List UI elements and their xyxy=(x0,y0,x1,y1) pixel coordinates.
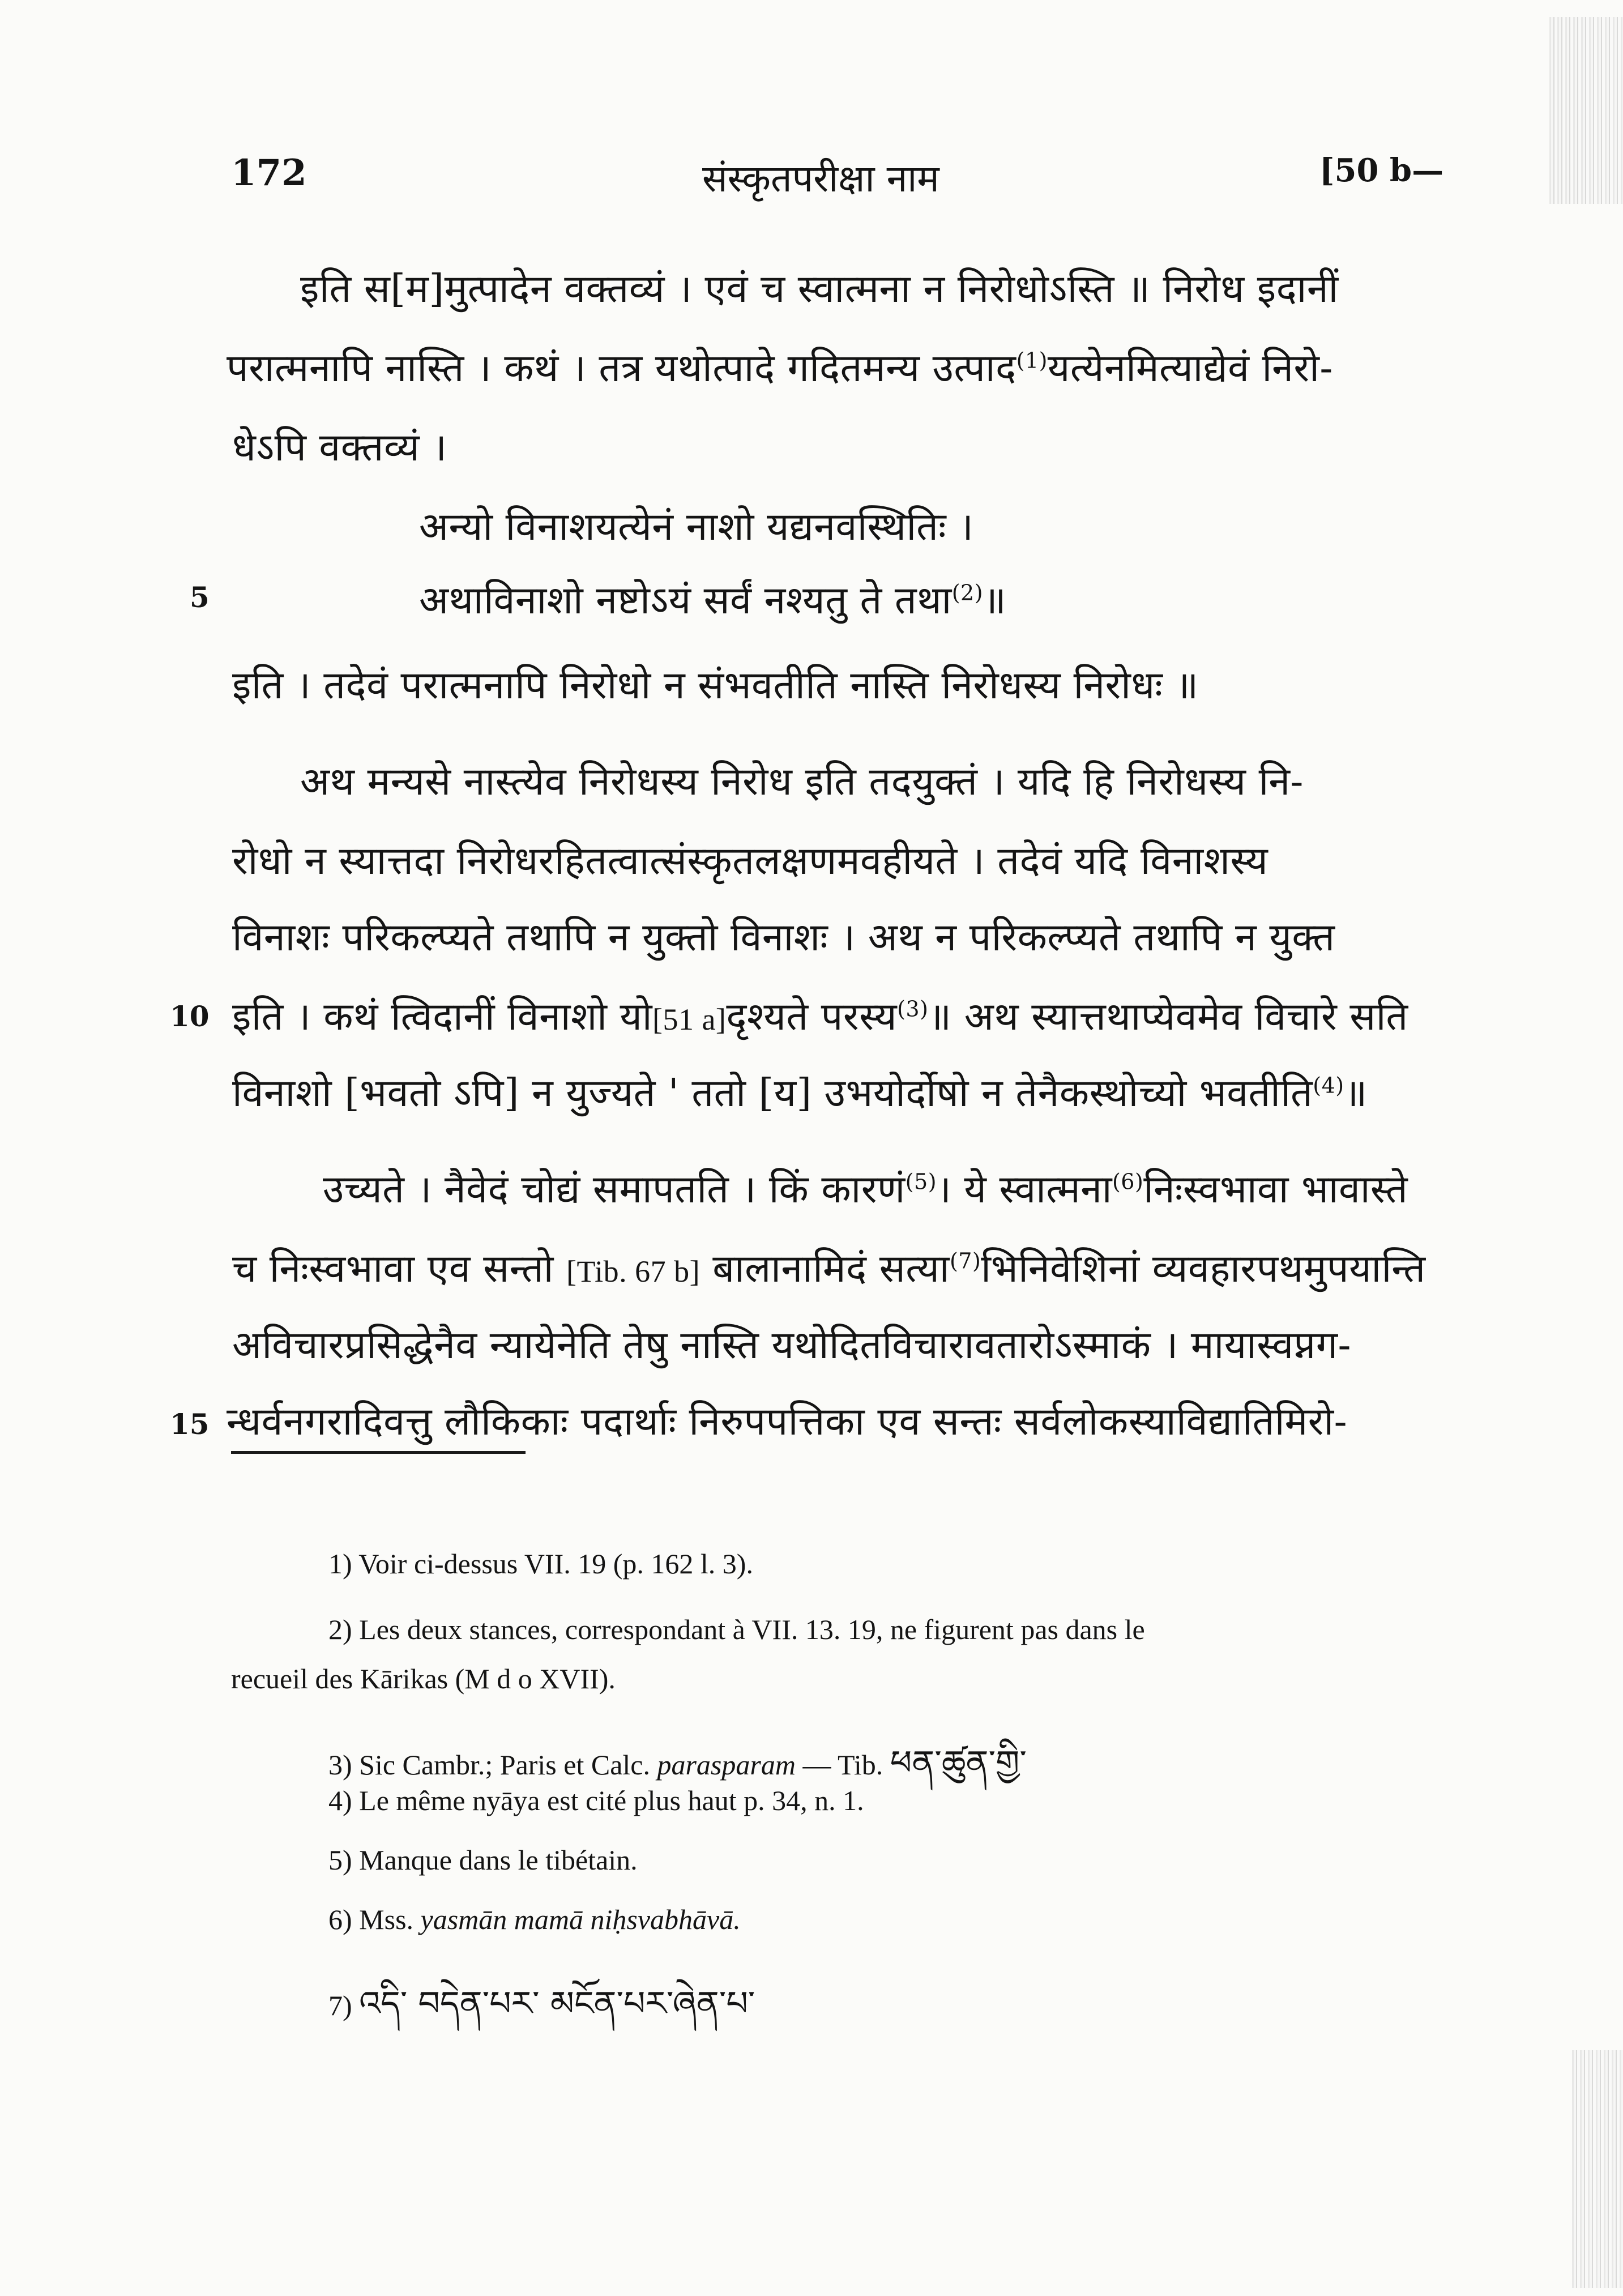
tibetan-text: ཕན་ཚུན་གྱི་ xyxy=(890,1743,1027,1783)
footnote: 2) Les deux stances, correspondant à VII. 13. 19, ne figurent pas dans le xyxy=(328,1614,1145,1645)
footnote-ref: (5) xyxy=(905,1169,937,1194)
line-number: 10 xyxy=(170,1000,210,1033)
line-number: 15 xyxy=(170,1407,210,1441)
text-line: इति । कथं त्विदानीं विनाशो यो[51 a]दृश्यते परस्य$^{(3)}$॥ अथ स्यात्तथाप्येवमेव विचारे सति xyxy=(232,995,1408,1039)
verse-line: अथाविनाशो नष्टोऽयं सर्वं नश्यतु ते तथा$^{(2)}$॥ xyxy=(419,578,1007,623)
text-line: न्धर्वनगरादिवत्तु लौकिकाः पदार्थाः निरुपपत्तिका एव सन्तः सर्वलोकस्याविद्यातिमिरो- xyxy=(227,1399,1348,1444)
footnote: 6) Mss. yasmān mamā niḥsvabhāvā. xyxy=(328,1904,741,1935)
text-line: विनाशो [भवतो ऽपि] न युज्यते ' ततो [य] उभयोर्दोषो न तेनैकस्थोच्यो भवतीति$^{(4)}$॥ xyxy=(232,1071,1368,1116)
footnote: 5) Manque dans le tibétain. xyxy=(328,1844,638,1876)
text-line: धेऽपि वक्तव्यं । xyxy=(232,425,447,470)
folio-reference: [50 b— xyxy=(1319,152,1444,189)
verse-line: अन्यो विनाशयत्येनं नाशो यद्यनवस्थितिः । xyxy=(419,505,974,549)
text-line: च निःस्वभावा एव सन्तो [Tib. 67 b] बालानामिदं सत्या$^{(7)}$भिनिवेशिनां व्यवहारपथमुपयान्ति xyxy=(232,1247,1426,1291)
line-number: 5 xyxy=(190,581,210,614)
footnote: 4) Le même nyāya est cité plus haut p. 34, n. 1. xyxy=(328,1785,864,1816)
text-line: इति स[म]मुत्पादेन वक्तव्यं । एवं च स्वात्मना न निरोधोऽस्ति ॥ निरोध इदानीं xyxy=(300,267,1339,311)
footnote-ref: (4) xyxy=(1313,1073,1344,1098)
text-line: उच्यते । नैवेदं चोद्यं समापतति । किं कारणं$^{(5)}$। ये स्वात्मना$^{(6)}$निःस्वभावा भावास्ते xyxy=(323,1167,1408,1212)
page-number: 172 xyxy=(231,152,307,194)
footnote: 3) Sic Cambr.; Paris et Calc. parasparam — Tib. ཕན་ཚུན་གྱི་ xyxy=(328,1743,1027,1783)
tibetan-text: འདི་ བདེན་པར་ མངོན་པར་ཞེན་པ་ xyxy=(359,1984,755,2024)
footnote-separator xyxy=(231,1451,526,1454)
footnote: 1) Voir ci-dessus VII. 19 (p. 162 l. 3). xyxy=(328,1548,753,1580)
running-title: संस्कृतपरीक्षा नाम xyxy=(702,157,939,200)
text-line: अथ मन्यसे नास्त्येव निरोधस्य निरोध इति तदयुक्तं । यदि हि निरोधस्य नि- xyxy=(300,759,1304,804)
scan-edge-shadow xyxy=(1549,17,1623,204)
scan-edge-shadow xyxy=(1572,2050,1623,2288)
text-line: परात्मनापि नास्ति । कथं । तत्र यथोत्पादे गदितमन्य उत्पाद$^{(1)}$यत्येनमित्याद्येवं निरो- xyxy=(227,346,1333,391)
text-line: रोधो न स्यात्तदा निरोधरहितत्वात्संस्कृतलक्षणमवहीयते । तदेवं यदि विनाशस्य xyxy=(232,839,1268,884)
footnote-ref: (7) xyxy=(949,1248,981,1274)
footnote: 7) འདི་ བདེན་པར་ མངོན་པར་ཞེན་པ་ xyxy=(328,1984,755,2024)
manuscript-folio-marker: [51 a] xyxy=(652,1002,727,1036)
text-line: अविचारप्रसिद्धेनैव न्यायेनेति तेषु नास्ति यथोदितविचारावतारोऽस्माकं । मायास्वप्नग- xyxy=(232,1323,1351,1368)
footnote-ref: (2) xyxy=(951,580,984,605)
footnote-ref: (6) xyxy=(1112,1169,1144,1194)
footnote: recueil des Kārikas (M d o XVII). xyxy=(231,1663,616,1695)
tibetan-folio-marker: [Tib. 67 b] xyxy=(566,1254,701,1288)
text-line: इति । तदेवं परात्मनापि निरोधो न संभवतीति नास्ति निरोधस्य निरोधः ॥ xyxy=(232,663,1199,708)
text-line: विनाशः परिकल्प्यते तथापि न युक्तो विनाशः । अथ न परिकल्प्यते तथापि न युक्त xyxy=(232,915,1335,960)
footnote-ref: (1) xyxy=(1016,348,1048,373)
footnote-ref: (3) xyxy=(897,996,929,1022)
